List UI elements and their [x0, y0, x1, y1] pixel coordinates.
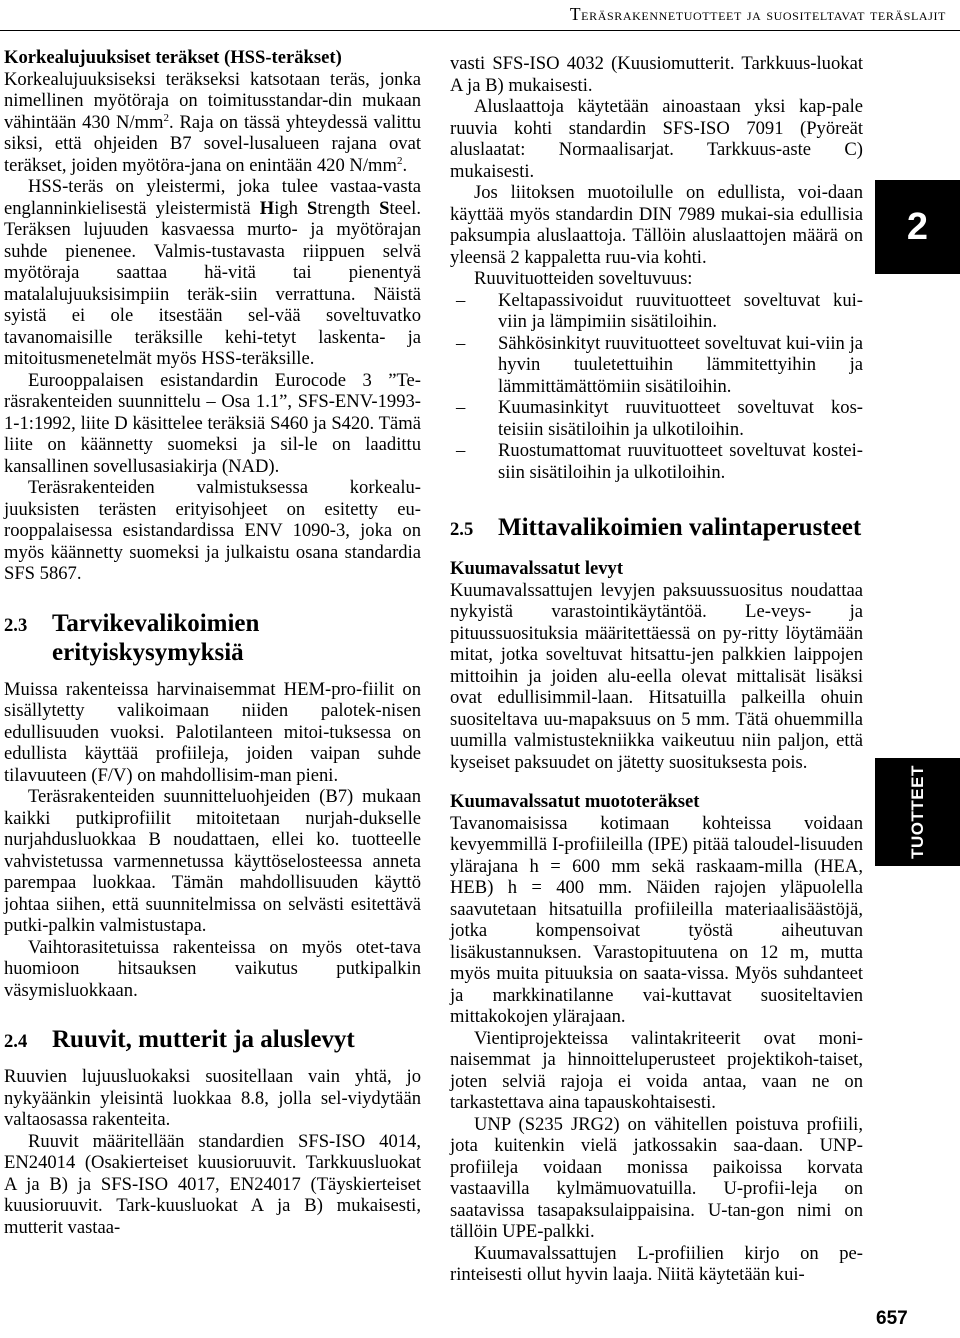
r-paragraph-2: Aluslaattoja käytetään ainoastaan yksi kap-pale ruuvia kohti standardin SFS-ISO 7091 (Pyöreät aluslaatat: Normaalisarjat. Tarkkuus-aste C) mukaisesti. [450, 96, 863, 182]
s23-paragraph-1: Muissa rakenteissa harvinaisemmat HEM-pro-fiilit on sisällytetty valikoimaan niiden palotek-nisen edullisuuden vuoksi. Palotilanteen mitoi-tuksessa on edullista käyttää profiileja, joiden vaipan suhde tilavuuteen (F/V) on mahdollisim-man pieni. [4, 678, 421, 786]
section-title: Mittavalikoimien valintaperusteet [498, 514, 862, 541]
section-title: Ruuvit, mutterit ja aluslevyt [52, 1026, 355, 1053]
hss-paragraph-3: Eurooppalaisen esistandardin Eurocode 3 ”Te-räsrakenteiden suunnittelu – Osa 1.1”, SFS-ENV-1993-1-1:1992, liite D käsittelee teräksiä S460 ja S420. Tämä liite on käännetty suomeksi ja sil-le on laadittu kansallinen sovellusasiakirja (NAD). [4, 369, 421, 477]
list-item: – Sähkösinkityt ruuvituotteet soveltuvat kui-viin ja hyvin tuuletettuihin lämmitettyihin ja lämmittämättömiin sisätiloihin. [450, 333, 863, 398]
right-column [450, 53, 863, 1286]
suitability-list [450, 290, 863, 484]
running-head: Teräsrakennetuotteet ja suositeltavat teräslajit [569, 4, 946, 24]
list-item: – Kuumasinkityt ruuvituotteet soveltuvat kos-teisiin sisätiloihin ja ulkotiloihin. [450, 397, 863, 440]
section-title: Tarvikevalikoimien erityiskysymyksiä [52, 609, 260, 666]
hss-p2-text-d: teel. Teräksen lujuuden kasvaessa murto- ja myötörajan suhde pienenee. Valmis-tustavasta riippuen selvä myötöraja saattaa hä-vitä tai pienentyä matalalujuuksisimpiin teräk-siin verrattuna. Näistä syistä ei ole itsestään sel-vää soveltuvatko tavanomaisille teräksille kehi-tetyt laskenta- ja mitoitusmenetelmät myös HSS-teräksille. [4, 197, 421, 369]
km-heading: Kuumavalssatut muototeräkset [450, 791, 700, 812]
hss-p1-text-b: . Raja on tässä yhteydessä valittu siksi, että ohjeiden B7 sovel-lusalueen rajana ovat teräkset, joiden myötöra-jana on enintään 420 N/mm [4, 111, 421, 176]
section-2-3-heading [4, 609, 421, 667]
hss-heading: Korkealujuuksiset teräkset (HSS-teräkset) [4, 47, 342, 68]
km-paragraph-2: Vientiprojekteissa valintakriteerit ovat moni-naisemmat ja hinnoitteluperusteet projektikoh-taiset, joten selviä rajoja ei voida antaa, vaan ne on tarkastettava aina tapauskohtaisesti. [450, 1027, 863, 1113]
section-number: 2.4 [4, 1031, 28, 1052]
page-number: 657 [876, 1308, 908, 1329]
s24-paragraph-1: Ruuvien lujuusluokaksi suositellaan vain yhtä, jo nykyäänkin yleisintä luokkaa 8.8, jolla sel-viydytään valtaosassa rakenteita. [4, 1066, 421, 1130]
list-item: – Ruostumattomat ruuvituotteet soveltuvat kostei-siin sisätiloihin ja ulkotiloihin. [450, 440, 863, 483]
r-paragraph-3: Jos liitoksen muotoilulle on edullista, voi-daan käyttää myös standardin DIN 7989 mukai-sia edullisia paksumpia aluslaattoja. Tällöin aluslaattojen määrä on yleensä 2 kappaletta ruu-via kohti. [450, 182, 863, 268]
hss-p2-text-a: HSS-teräs on yleistermi, joka tulee vastaa-vasta englanninkielisestä yleistermistä [4, 176, 421, 219]
chapter-tab: 2 [875, 180, 960, 274]
section-2-4-heading [4, 1025, 421, 1054]
km-paragraph-3: UNP (S235 JRG2) on vähitellen poistuva profiili, jota kuitenkin vielä jatkossakin saa-daan. UNP-profiileja voidaan monissa paikoissa korvata vastaavilla kylmämuovatuilla. U-profii-leja on saatavissa tasapaksulaippaisina. U-tan-gon nimi on tällöin UPE-palkki. [450, 1113, 863, 1242]
left-column [4, 47, 421, 1238]
section-2-5-heading [450, 513, 863, 542]
km-paragraph-1: Tavanomaisissa kotimaan kohteissa voidaan kevyemmillä I-profiileilla (IPE) pitää taloudel-lisuuden ylärajana h = 600 mm sekä raskaam-milla (HEA, HEB) h = 400 mm. Näiden rajojen yläpuolella saavutetaan hitsatuilla profiileilla materiaalisäästöjä, jotka kompensoivat työstä aiheutuvan lisäkustannuksen. Varastopituutena on 12 m, mutta myös muita pituuksia on saata-vissa. Myös suhdanteet ja markkinatilanne vai-kuttavat suositeltavien mittakokojen ylärajaan. [450, 812, 863, 1027]
hss-p1-text-c: . [402, 154, 408, 176]
hss-p2-text-c: trength [317, 197, 380, 219]
kl-paragraph-1: Kuumavalssattujen levyjen paksuussuositus noudattaa nykyistä varastointikäytäntöä. Le-veys- ja pituussuosituksia määritettäessä on py-ritty löytämään mitat, jotka soveltuvat hitsattu-jen palkkien laippojen mittoihin ja joiden alu-eella olevat mittalisät lisäksi ovat edullisimmil-laan. Hitsatuilla palkeilla ohuin suositeltava uu-mapaksuus on 5 mm. Tätä ohuemmilla uumilla valmistustekniikka vaikeutuu niin paljon, että kyseiset paksuudet on jätetty suosituksesta pois. [450, 579, 863, 773]
hss-p1-text-a: Korkealujuuksiseksi teräkseksi katsotaan teräs, jonka nimellinen myötöraja on toimitusstandar-din mukaan vähintään 430 N/mm [4, 68, 421, 133]
kl-heading: Kuumavalssatut levyt [450, 558, 624, 579]
superscript: 2 [163, 111, 169, 124]
header-rule [0, 30, 960, 31]
section-number: 2.5 [450, 519, 474, 540]
s23-paragraph-2: Teräsrakenteiden suunnitteluohjeiden (B7) mukaan kaikki putkiprofiilit mitoitetaan nurjah-dukselle nurjahdusluokkaa B noudattaen, ellei ko. tuotteelle vahvistetussa varmennetussa käyttöselosteessa anneta parempaa luokkaa. Tämän mahdollisuuden käyttö johtaa siihen, että suunnitelmissa on selvästi esitettävä putki-palkin valmistustapa. [4, 786, 421, 936]
section-tab-label: TUOTTEET [907, 765, 927, 859]
hss-p2-text-b: igh [274, 197, 308, 219]
km-paragraph-4: Kuumavalssattujen L-profiilien kirjo on pe-rinteisesti ollut hyvin laaja. Niitä käytetään kui- [450, 1242, 863, 1285]
s24-paragraph-2: Ruuvit määritellään standardien SFS-ISO 4014, EN24014 (Osakierteiset kuusioruuvit. Tarkkuusluokat A ja B) ja SFS-ISO 4017, EN24017 (Täyskierteiset kuusioruuvit. Tark-kuusluokat A ja B) mukaisesti, mutterit vastaa- [4, 1130, 421, 1238]
hss-p2-bold-s2: S [379, 197, 390, 219]
s23-paragraph-3: Vaihtorasitetuissa rakenteissa on myös otet-tava huomioon hitsauksen vaikutus putkipalkin väsymisluokkaan. [4, 936, 421, 1001]
hss-p2-bold-s1: S [307, 197, 318, 219]
hss-p2-bold-h: H [259, 197, 275, 219]
r-paragraph-4: Ruuvituotteiden soveltuvuus: [474, 268, 693, 289]
hss-paragraph-4: Teräsrakenteiden valmistuksessa korkealu-juuksisten terästen erityisohjeet on esitetty eu-rooppalaisessa esistandardissa ENV 1090-3, joka on myös käännetty suomeksi ja julkaistu osana standardia SFS 5867. [4, 477, 421, 584]
superscript: 2 [396, 154, 403, 167]
section-tab [875, 758, 960, 866]
r-paragraph-1: vasti SFS-ISO 4032 (Kuusiomutterit. Tarkkuus-luokat A ja B) mukaisesti. [450, 53, 863, 96]
list-item: – Keltapassivoidut ruuvituotteet soveltuvat kui-viin ja lämpimiin sisätiloihin. [450, 290, 863, 333]
hss-paragraph-2 [4, 176, 421, 370]
section-number: 2.3 [4, 614, 28, 636]
hss-paragraph-1 [4, 69, 421, 177]
